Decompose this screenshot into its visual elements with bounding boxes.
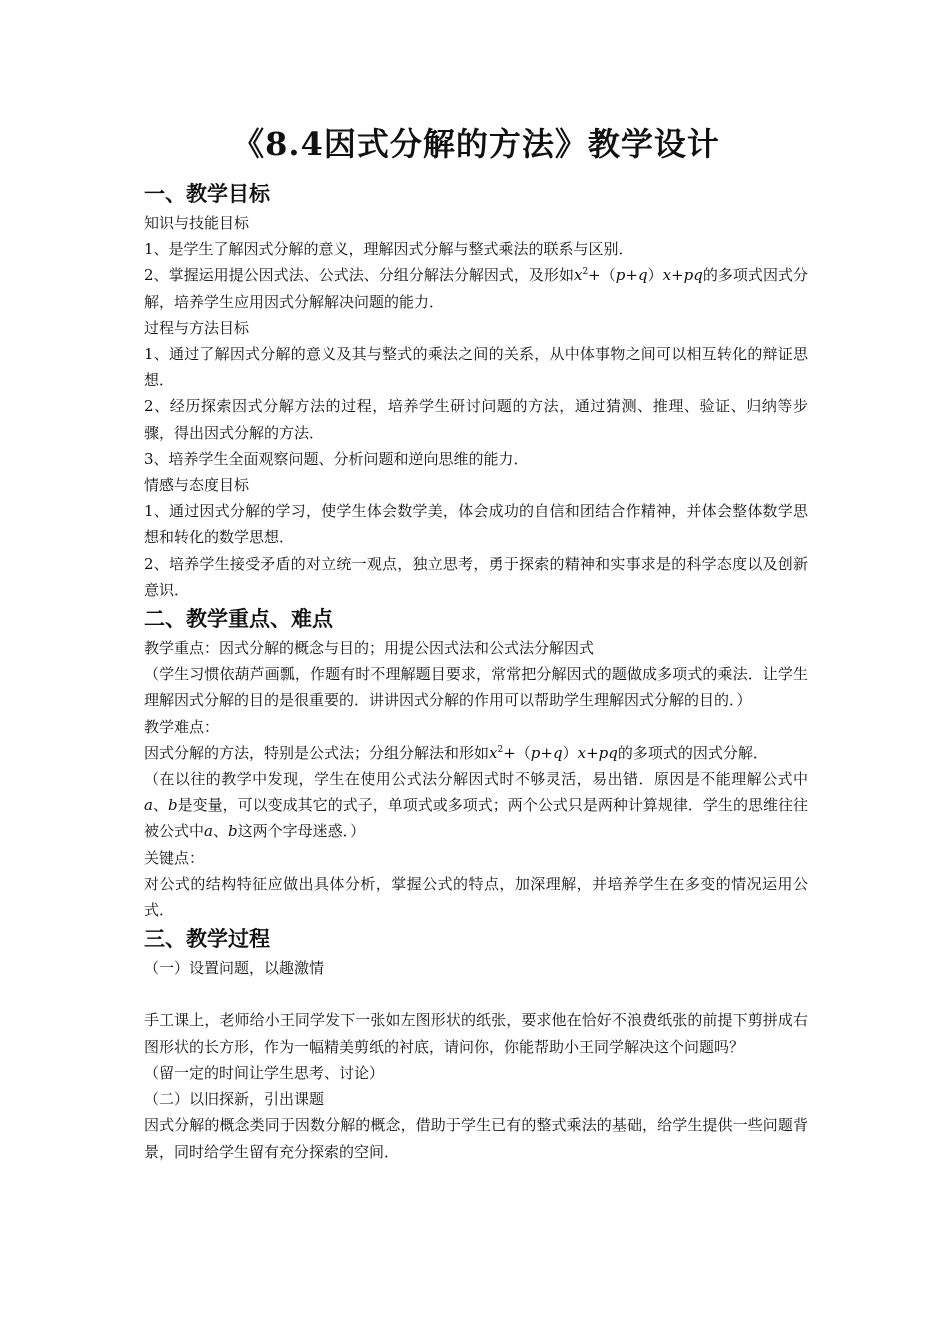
knowledge-item-2: 2、掌握运用提公因式法、公式法、分组分解法分解因式，及形如$x^2+(p+q)x+pq$的多项式因式分解，培养学生应用因式分解解决问题的能力． — [144, 266, 808, 311]
subheading-knowledge: 知识与技能目标 — [144, 214, 250, 232]
emotion-item-1: 1、通过因式分解的学习，使学生体会数学美，体会成功的自信和团结合作精神，并体会整体数学思想和转化的数学思想． — [144, 502, 808, 547]
subheading-process: 过程与方法目标 — [144, 318, 250, 337]
section-heading-objectives: 一、教学目标 — [144, 181, 270, 206]
subheading-emotion: 情感与态度目标 — [144, 476, 250, 495]
key-point-note: （学生习惯依葫芦画瓢，作题有时不理解题目要求，常常把分解因式的题做成多项式的乘法．让学生理解因式分解的目的是很重要的．讲讲因式分解的作用可以帮助学生理解因式分解的目的．） — [144, 665, 808, 710]
section-heading-key-points: 二、教学重点、难点 — [144, 606, 333, 632]
process-item-2: 2、经历探索因式分解方法的过程，培养学生研讨问题的方法，通过猜测、推理、验证、归纳等步骤，得出因式分解的方法． — [144, 397, 808, 442]
key-text: 对公式的结构特征应做出具体分析，掌握公式的特点，加深理解，并培养学生在多变的情况运用公式． — [144, 874, 808, 920]
document-page — [144, 118, 808, 1165]
blank-space — [144, 981, 808, 1007]
step-2-heading: （二）以旧探新，引出课题 — [144, 1090, 325, 1109]
key-point-text: 教学重点：因式分解的概念与目的；用提公因式法和公式法分解因式 — [144, 639, 595, 658]
difficulty-text: 因式分解的方法，特别是公式法；分组分解法和形如$x^2+(p+q)x+pq$的多项式的因式分解． — [144, 743, 768, 762]
key-label: 关键点： — [144, 848, 205, 867]
difficulty-note: （在以往的教学中发现，学生在使用公式法分解因式时不够灵活，易出错．原因是不能理解公式中a、b是变量，可以变成其它的式子，单项式或多项式；两个公式只是两种计算规律．学生的思维往往被公式中a、b这两个字母迷惑．） — [144, 770, 808, 841]
process-item-1: 1、通过了解因式分解的意义及其与整式的乘法之间的关系，从中体事物之间可以相互转化的辩证思想． — [144, 345, 808, 390]
document-title: 《8.4因式分解的方法》教学设计 — [232, 125, 720, 163]
story-note: （留一定的时间让学生思考、讨论） — [144, 1063, 385, 1082]
emotion-item-2: 2、培养学生接受矛盾的对立统一观点，独立思考，勇于探索的精神和实事求是的科学态度以及创新意识． — [144, 554, 808, 599]
intro-text: 因式分解的概念类同于因数分解的概念，借助于学生已有的整式乘法的基础，给学生提供一些问题背景，同时给学生留有充分探索的空间． — [144, 1116, 808, 1161]
section-heading-process: 三、教学过程 — [144, 926, 270, 952]
story-text: 手工课上，老师给小王同学发下一张如左图形状的纸张，要求他在恰好不浪费纸张的前提下剪拼成右图形状的长方形，作为一幅精美剪纸的衬底，请问你，你能帮助小王同学解决这个问题吗？ — [144, 1011, 808, 1056]
knowledge-item-1: 1、是学生了解因式分解的意义，理解因式分解与整式乘法的联系与区别． — [144, 240, 634, 259]
difficulty-label: 教学难点： — [144, 717, 220, 736]
step-1-heading: （一）设置问题，以趣激情 — [144, 959, 325, 978]
process-item-3: 3、培养学生全面观察问题、分析问题和逆向思维的能力． — [144, 449, 529, 468]
